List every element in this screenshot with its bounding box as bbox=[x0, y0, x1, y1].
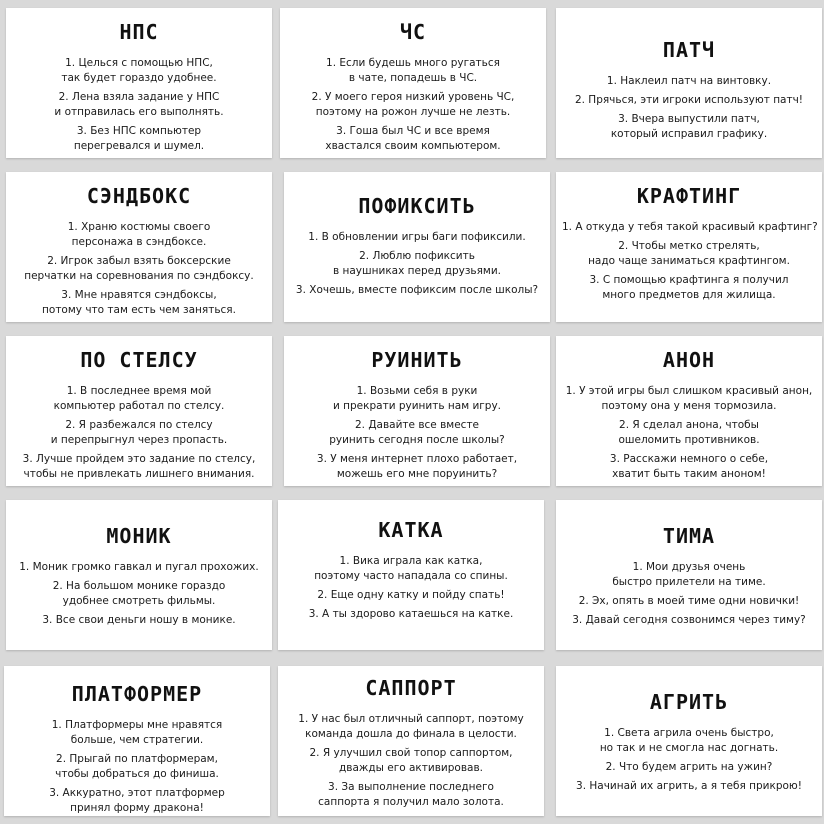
card-title: ПЛАТФОРМЕР bbox=[71, 682, 203, 706]
example-line: 3. А ты здорово катаешься на катке. bbox=[308, 608, 514, 620]
example-line: удобнее смотреть фильмы. bbox=[62, 595, 216, 607]
card-title: НПС bbox=[119, 20, 159, 44]
example-line: и перепрыгнул через пропасть. bbox=[50, 434, 228, 446]
word-card bbox=[6, 336, 272, 486]
example-line: 3. Гоша был ЧС и все время bbox=[336, 125, 490, 137]
example-line: в наушниках перед друзьями. bbox=[332, 265, 502, 277]
word-card bbox=[284, 336, 550, 486]
example-line: 2. Я сделал анона, чтобы bbox=[619, 419, 759, 431]
card-title: АГРИТЬ bbox=[649, 690, 729, 714]
example-line: больше, чем стратегии. bbox=[70, 734, 204, 746]
word-card bbox=[6, 500, 272, 650]
example-line: 1. Вика играла как катка, bbox=[339, 555, 483, 567]
card-title: ТИМА bbox=[662, 524, 716, 548]
example-line: 2. Лена взяла задание у НПС bbox=[58, 91, 220, 103]
example-line: быстро прилетели на тиме. bbox=[612, 576, 766, 588]
example-line: 3. Лучше пройдем это задание по стелсу, bbox=[22, 453, 256, 465]
example-line: чтобы не привлекать лишнего внимания. bbox=[23, 468, 255, 480]
example-line: потому что там есть чем заняться. bbox=[42, 304, 236, 316]
example-line: команда дошла до финала в целости. bbox=[305, 728, 517, 740]
word-card bbox=[6, 8, 272, 158]
example-line: много предметов для жилища. bbox=[602, 289, 776, 301]
example-line: 1. Возьми себя в руки bbox=[356, 385, 478, 397]
example-line: дважды его активировав. bbox=[339, 762, 483, 774]
example-line: 3. Все свои деньги ношу в монике. bbox=[42, 614, 236, 626]
example-line: 3. Расскажи немного о себе, bbox=[609, 453, 769, 465]
example-line: 1. Света агрила очень быстро, bbox=[604, 727, 774, 739]
word-card bbox=[556, 8, 822, 158]
example-line: 2. Эх, опять в моей тиме одни новички! bbox=[578, 595, 800, 607]
example-line: ошеломить противников. bbox=[618, 434, 760, 446]
card-title: ПО СТЕЛСУ bbox=[80, 348, 198, 372]
example-line: 2. Чтобы метко стрелять, bbox=[618, 240, 760, 252]
example-line: можешь его мне поруинить? bbox=[336, 468, 498, 480]
example-line: 3. Вчера выпустили патч, bbox=[618, 113, 760, 125]
example-line: чтобы добраться до финиша. bbox=[55, 768, 219, 780]
example-line: поэтому на рожон лучше не лезть. bbox=[315, 106, 511, 118]
example-line: поэтому она у меня тормозила. bbox=[601, 400, 777, 412]
card-title: ЧС bbox=[399, 20, 427, 44]
example-line: и отправилась его выполнять. bbox=[54, 106, 224, 118]
word-card bbox=[6, 172, 272, 322]
word-card bbox=[284, 172, 550, 322]
card-title: АНОН bbox=[662, 348, 716, 372]
example-line: перчатки на соревнования по сэндбоксу. bbox=[24, 270, 254, 282]
example-line: 3. Давай сегодня созвонимся через тиму? bbox=[572, 614, 806, 626]
example-line: 1. Платформеры мне нравятся bbox=[51, 719, 223, 731]
word-card bbox=[556, 500, 822, 650]
card-title: ПОФИКСИТЬ bbox=[358, 194, 476, 218]
example-line: так будет гораздо удобнее. bbox=[61, 72, 217, 84]
word-card bbox=[556, 172, 822, 322]
word-card bbox=[280, 8, 546, 158]
example-line: саппорта я получил мало золота. bbox=[318, 796, 504, 808]
example-line: и прекрати руинить нам игру. bbox=[332, 400, 502, 412]
example-line: руинить сегодня после школы? bbox=[329, 434, 505, 446]
example-line: 3. Аккуратно, этот платформер bbox=[49, 787, 225, 799]
example-line: 2. Игрок забыл взять боксерские bbox=[47, 255, 231, 267]
example-line: 2. Прячься, эти игроки используют патч! bbox=[574, 94, 804, 106]
example-line: 3. Мне нравятся сэндбоксы, bbox=[61, 289, 217, 301]
word-card bbox=[278, 666, 544, 816]
example-line: 3. С помощью крафтинга я получил bbox=[589, 274, 789, 286]
example-line: персонажа в сэндбоксе. bbox=[71, 236, 207, 248]
example-line: поэтому часто нападала со спины. bbox=[314, 570, 508, 582]
example-line: 1. Наклеил патч на винтовку. bbox=[606, 75, 772, 87]
example-line: 2. Я улучшил свой топор саппортом, bbox=[309, 747, 513, 759]
example-line: 2. Прыгай по платформерам, bbox=[56, 753, 218, 765]
example-line: надо чаще заниматься крафтингом. bbox=[588, 255, 790, 267]
example-line: 3. Без НПС компьютер bbox=[76, 125, 202, 137]
example-line: 3. Начинай их агрить, а я тебя прикрою! bbox=[576, 780, 802, 792]
example-line: 1. В обновлении игры баги пофиксили. bbox=[308, 231, 526, 243]
example-line: 1. Если будешь много ругаться bbox=[326, 57, 500, 69]
example-line: 1. Храню костюмы своего bbox=[67, 221, 211, 233]
word-card bbox=[556, 666, 822, 816]
example-line: 2. Еще одну катку и пойду спать! bbox=[317, 589, 505, 601]
example-line: 1. В последнее время мой bbox=[66, 385, 212, 397]
example-line: 1. А откуда у тебя такой красивый крафтинг? bbox=[562, 221, 818, 233]
card-title: МОНИК bbox=[106, 524, 172, 548]
word-card bbox=[278, 500, 544, 650]
example-line: 1. Мои друзья очень bbox=[632, 561, 746, 573]
card-title: КАТКА bbox=[378, 518, 444, 542]
card-title: САППОРТ bbox=[365, 676, 457, 700]
example-line: 3. За выполнение последнего bbox=[328, 781, 494, 793]
example-line: хвастался своим компьютером. bbox=[325, 140, 501, 152]
card-title: КРАФТИНГ bbox=[636, 184, 742, 208]
example-line: 2. Давайте все вместе bbox=[354, 419, 480, 431]
card-title: ПАТЧ bbox=[662, 38, 716, 62]
example-line: 1. У нас был отличный саппорт, поэтому bbox=[298, 713, 524, 725]
example-line: 3. Хочешь, вместе пофиксим после школы? bbox=[295, 284, 539, 296]
card-title: СЭНДБОКС bbox=[86, 184, 192, 208]
word-card bbox=[4, 666, 270, 816]
example-line: принял форму дракона! bbox=[70, 802, 204, 814]
example-line: который исправил графику. bbox=[610, 128, 768, 140]
example-line: 1. У этой игры был слишком красивый анон, bbox=[565, 385, 813, 397]
example-line: 1. Моник громко гавкал и пугал прохожих. bbox=[19, 561, 259, 573]
example-line: 2. На большом монике гораздо bbox=[52, 580, 226, 592]
example-line: хватит быть таким аноном! bbox=[612, 468, 766, 480]
example-line: компьютер работал по стелсу. bbox=[53, 400, 225, 412]
example-line: 1. Целься с помощью НПС, bbox=[65, 57, 213, 69]
example-line: 3. У меня интернет плохо работает, bbox=[316, 453, 518, 465]
example-line: 2. У моего героя низкий уровень ЧС, bbox=[311, 91, 515, 103]
example-line: 2. Что будем агрить на ужин? bbox=[605, 761, 773, 773]
example-line: 2. Люблю пофиксить bbox=[359, 250, 475, 262]
word-card bbox=[556, 336, 822, 486]
example-line: в чате, попадешь в ЧС. bbox=[348, 72, 478, 84]
example-line: но так и не смогла нас догнать. bbox=[599, 742, 779, 754]
card-title: РУИНИТЬ bbox=[371, 348, 463, 372]
example-line: 2. Я разбежался по стелсу bbox=[65, 419, 213, 431]
example-line: перегревался и шумел. bbox=[73, 140, 205, 152]
